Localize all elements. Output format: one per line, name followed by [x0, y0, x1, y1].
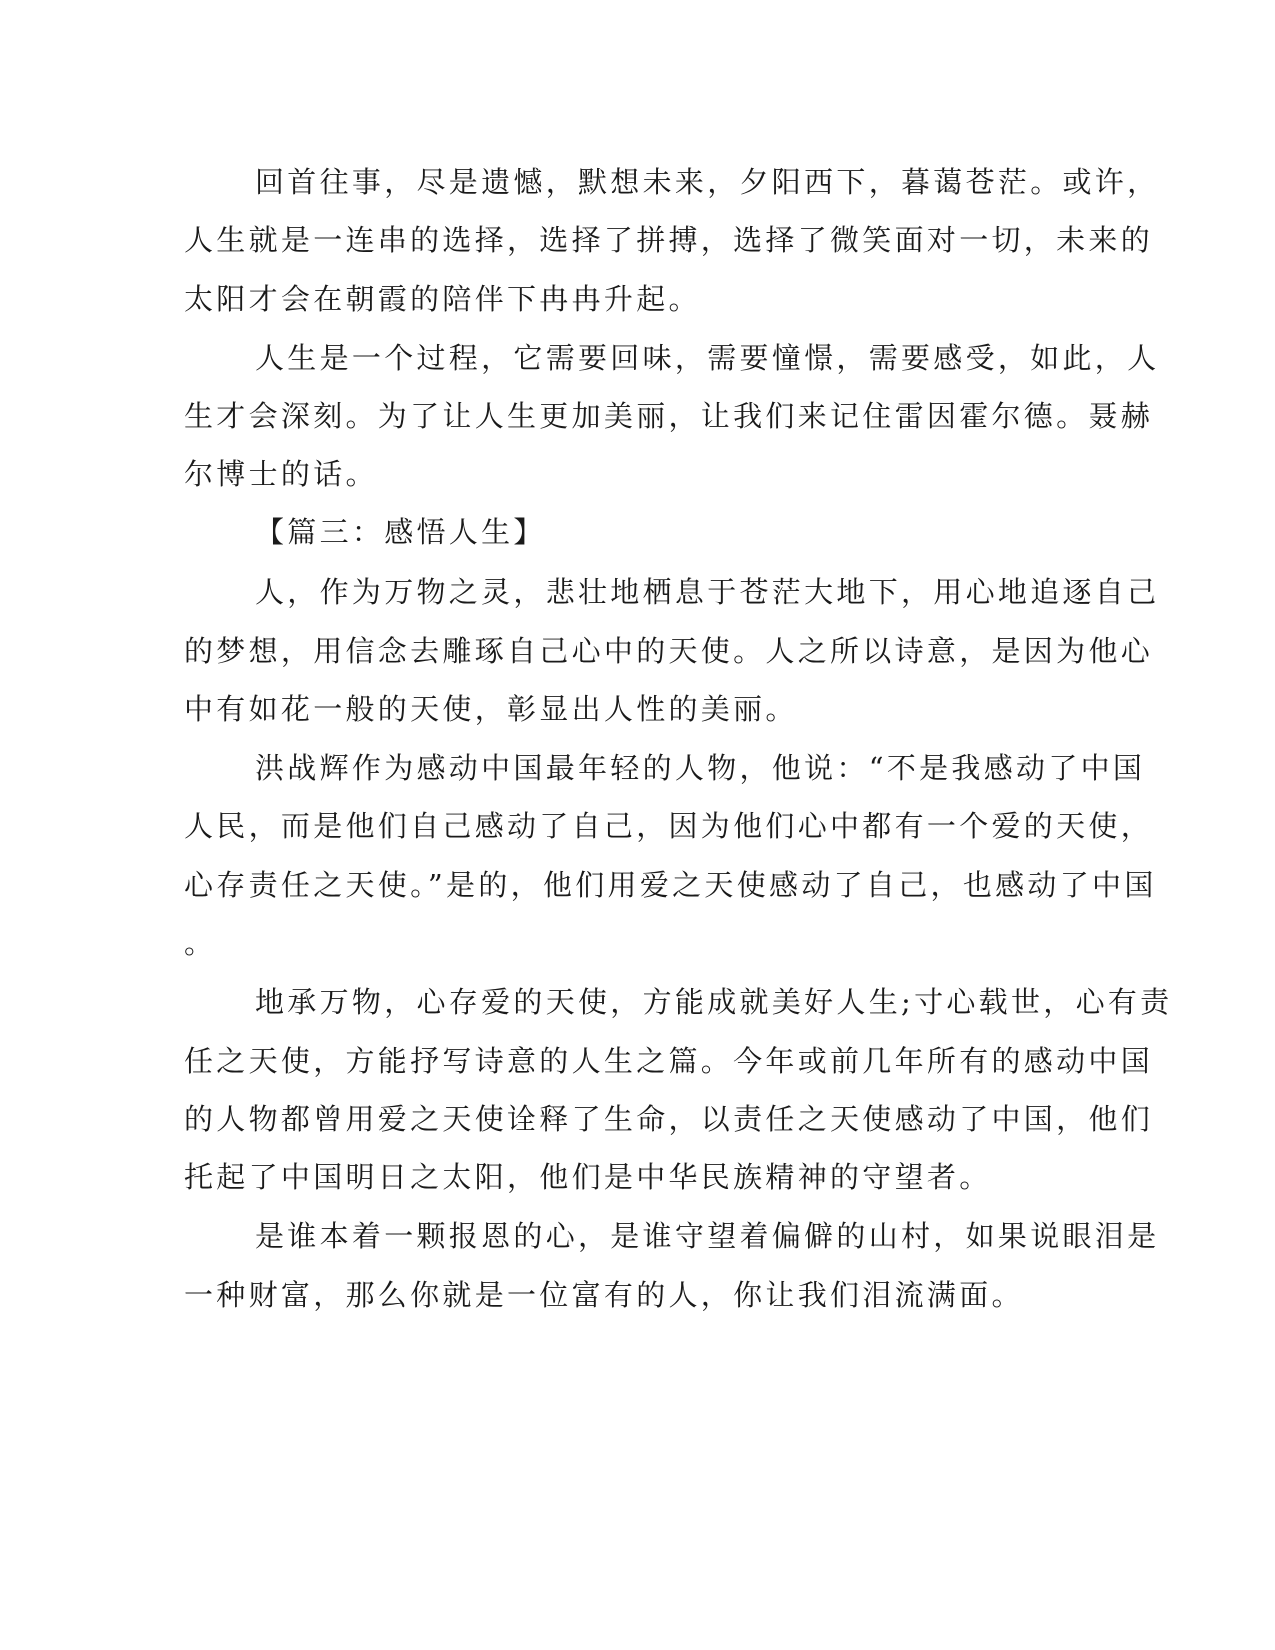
paragraph-5-line-4: 托起了中国明日之太阳，他们是中华民族精神的守望者。 — [184, 1160, 992, 1194]
paragraph-4-line-3: 心存责任之天使。”是的，他们用爱之天使感动了自己，也感动了中国 — [184, 868, 1157, 902]
section-heading: 【篇三：感悟人生】 — [255, 515, 546, 549]
paragraph-5-line-3: 的人物都曾用爱之天使诠释了生命，以责任之天使感动了中国，他们 — [184, 1102, 1154, 1136]
paragraph-2-line-2: 生才会深刻。为了让人生更加美丽，让我们来记住雷因霍尔德。聂赫 — [184, 399, 1154, 433]
paragraph-4-line-4: 。 — [184, 926, 217, 960]
paragraph-3-line-2: 的梦想，用信念去雕琢自己心中的天使。人之所以诗意，是因为他心 — [184, 634, 1154, 668]
paragraph-4-line-2: 人民，而是他们自己感动了自己，因为他们心中都有一个爱的天使， — [184, 809, 1154, 843]
paragraph-2-line-3: 尔博士的话。 — [184, 457, 378, 491]
paragraph-6-line-2: 一种财富，那么你就是一位富有的人，你让我们泪流满面。 — [184, 1278, 1024, 1312]
paragraph-1-line-2: 人生就是一连串的选择，选择了拼搏，选择了微笑面对一切，未来的 — [184, 223, 1154, 257]
paragraph-3-line-1: 人，作为万物之灵，悲壮地栖息于苍茫大地下，用心地追逐自己 — [255, 575, 1160, 609]
paragraph-5-line-1: 地承万物，心存爱的天使，方能成就美好人生;寸心载世，心有责 — [255, 985, 1173, 1019]
paragraph-2-line-1: 人生是一个过程，它需要回味，需要憧憬，需要感受，如此，人 — [255, 341, 1160, 375]
paragraph-3-line-3: 中有如花一般的天使，彰显出人性的美丽。 — [184, 692, 798, 726]
paragraph-5-line-2: 任之天使，方能抒写诗意的人生之篇。今年或前几年所有的感动中国 — [184, 1044, 1154, 1078]
paragraph-1-line-1: 回首往事，尽是遗憾，默想未来，夕阳西下，暮蔼苍茫。或许， — [255, 165, 1160, 199]
paragraph-4-line-1: 洪战辉作为感动中国最年轻的人物，他说：“不是我感动了中国 — [255, 751, 1146, 785]
paragraph-6-line-1: 是谁本着一颗报恩的心，是谁守望着偏僻的山村，如果说眼泪是 — [255, 1219, 1160, 1253]
paragraph-1-line-3: 太阳才会在朝霞的陪伴下冉冉升起。 — [184, 282, 701, 316]
